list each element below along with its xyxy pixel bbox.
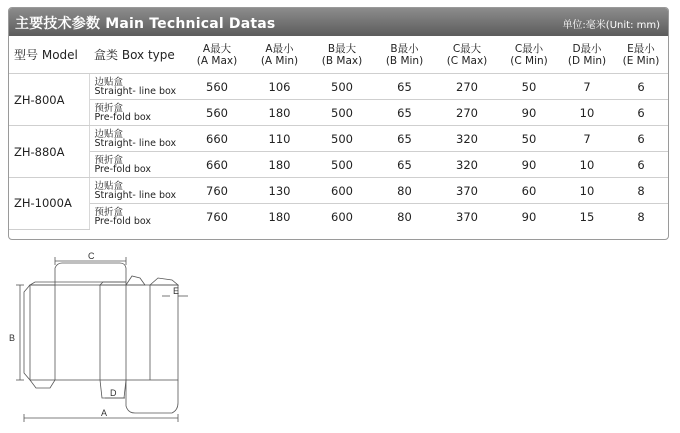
value-cell: 320 (436, 152, 498, 178)
value-cell: 7 (560, 74, 614, 100)
value-cell: 90 (498, 100, 560, 126)
table-row (9, 126, 668, 152)
value-cell: 50 (498, 126, 560, 152)
value-cell: 80 (373, 178, 436, 204)
box-type-cell: 预折盒 Pre-fold box (89, 100, 186, 126)
value-cell: 60 (498, 178, 560, 204)
value-cell: 600 (311, 178, 373, 204)
box-body-panels (30, 285, 178, 380)
column-header-a-max: A最大 (A Max) (186, 36, 248, 74)
box-type-cell: 边贴盒 Straight- line box (89, 178, 186, 204)
value-cell: 10 (560, 152, 614, 178)
value-cell: 7 (560, 126, 614, 152)
value-cell: 65 (373, 100, 436, 126)
value-cell: 110 (248, 126, 311, 152)
value-cell: 370 (436, 178, 498, 204)
value-cell: 106 (248, 74, 311, 100)
dimension-label-d: D (110, 388, 117, 398)
column-header-b-max: B最大 (B Max) (311, 36, 373, 74)
value-cell: 500 (311, 74, 373, 100)
value-cell: 10 (560, 178, 614, 204)
technical-data-table (9, 36, 668, 230)
value-cell: 270 (436, 100, 498, 126)
value-cell: 130 (248, 178, 311, 204)
value-cell: 180 (248, 152, 311, 178)
box-type-cell: 边贴盒 Straight- line box (89, 126, 186, 152)
value-cell: 65 (373, 126, 436, 152)
unit-label: 单位:毫米(Unit: mm) (562, 20, 660, 31)
value-cell: 80 (397, 209, 412, 224)
value-cell: 50 (498, 74, 560, 100)
value-cell: 560 (186, 100, 248, 126)
value-cell: 6 (614, 126, 668, 152)
value-cell: 370 (456, 209, 478, 224)
box-type-cell: 边贴盒 Straight- line box (89, 74, 186, 100)
dimension-label-c: C (88, 251, 95, 261)
value-cell: 8 (637, 209, 645, 224)
value-cell: 320 (436, 126, 498, 152)
value-cell: 760 (186, 178, 248, 204)
table-row (9, 74, 668, 100)
column-header-d-min: D最小 (D Min) (560, 36, 614, 74)
value-cell: 660 (186, 152, 248, 178)
top-flap-main (55, 263, 126, 282)
column-header-model: 型号 Model (9, 36, 89, 74)
value-cell: 6 (614, 100, 668, 126)
table-row (9, 100, 668, 126)
value-cell: 660 (186, 126, 248, 152)
column-header-box-type: 盒类 Box type (89, 36, 186, 74)
dimension-label-a: A (101, 408, 108, 418)
value-cell: 500 (311, 100, 373, 126)
box-type-cell: 预折盒 Pre-fold box (94, 206, 152, 227)
table-title: 主要技术参数 Main Technical Datas (15, 16, 276, 32)
table-header-bar (9, 8, 668, 36)
value-cell: 180 (248, 100, 311, 126)
value-cell: 6 (614, 152, 668, 178)
value-cell: 500 (311, 152, 373, 178)
dimension-label-e: E (173, 286, 180, 296)
dimension-label-b: B (9, 333, 16, 343)
value-cell: 65 (373, 74, 436, 100)
table-row (9, 204, 668, 230)
value-cell: 15 (579, 209, 595, 224)
column-header-c-min: C最小 (C Min) (498, 36, 560, 74)
technical-data-panel (8, 7, 669, 240)
value-cell: 10 (560, 100, 614, 126)
model-cell: ZH-1000A (9, 178, 89, 230)
bottom-flap-main (126, 380, 178, 413)
value-cell: 560 (186, 74, 248, 100)
table-row (9, 152, 668, 178)
value-cell: 8 (614, 178, 668, 204)
column-header-c-max: C最大 (C Max) (436, 36, 498, 74)
table-row (9, 178, 668, 204)
value-cell: 65 (373, 152, 436, 178)
value-cell: 6 (614, 74, 668, 100)
value-cell: 180 (268, 209, 291, 224)
box-type-cell: 预折盒 Pre-fold box (89, 152, 186, 178)
value-cell: 500 (311, 126, 373, 152)
model-cell: ZH-800A (9, 74, 89, 126)
value-cell: 90 (498, 152, 560, 178)
value-cell: 600 (331, 209, 353, 224)
model-cell: ZH-880A (9, 126, 89, 178)
column-header-e-min: E最小 (E Min) (614, 36, 668, 74)
value-cell: 90 (521, 209, 537, 224)
column-header-b-min: B最小 (B Min) (373, 36, 436, 74)
column-header-a-min: A最小 (A Min) (248, 36, 311, 74)
value-cell: 270 (436, 74, 498, 100)
column-header-row (9, 36, 668, 74)
value-cell: 760 (206, 209, 228, 224)
box-blank-diagram (0, 248, 200, 433)
